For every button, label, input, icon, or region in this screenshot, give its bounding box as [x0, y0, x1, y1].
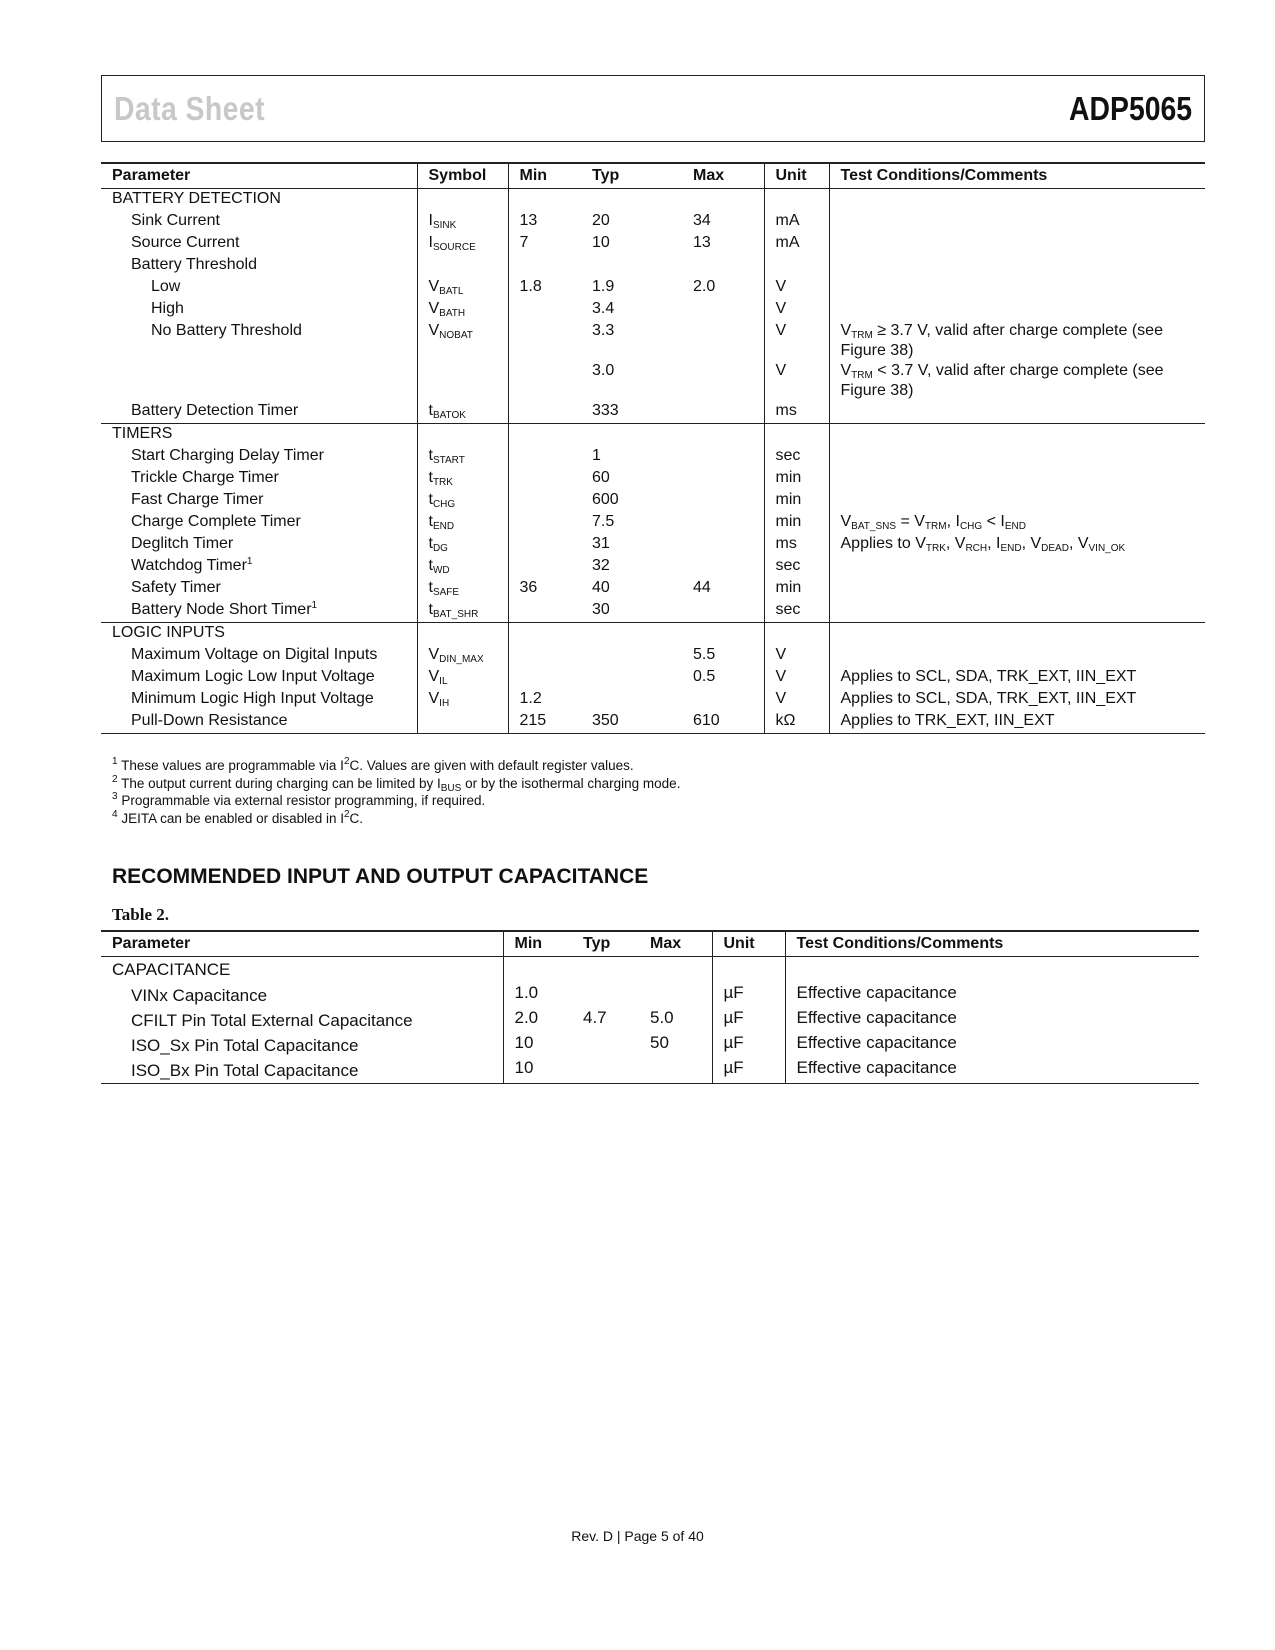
col-header-unit: Unit [712, 931, 785, 957]
table-row: Maximum Voltage on Digital Inputs $V_{DIN\_MAX}$ 5.5 V [101, 645, 1205, 667]
col-header-max: Max [639, 931, 712, 957]
section-row [101, 623, 1205, 646]
table-row: 3.0 V $V_{TRM} < 3.7$ V, valid after charge complete (see Figure 38) [101, 361, 1205, 401]
table-row: Battery Threshold [101, 255, 1205, 277]
col-header-min: Min [503, 931, 572, 957]
section-row [101, 424, 1205, 447]
col-header-min: Min [508, 163, 581, 189]
section-row [101, 957, 1199, 984]
header-doc-type: Data Sheet [114, 90, 265, 127]
section-row [101, 189, 1205, 212]
table-row: Battery Node Short Timer$^1$ $t_{BAT\_SHR}$ 30 sec [101, 600, 1205, 623]
table-row: Sink Current $I_{SINK}$ 13 20 34 mA [101, 211, 1205, 233]
footnote-2: $^2$ The output current during charging can be limited by $I_{BUS}$ or by the isothermal charging mode. [112, 773, 681, 794]
table-row: Safety Timer $t_{SAFE}$ 36 40 44 min [101, 578, 1205, 600]
col-header-typ: Typ [581, 163, 682, 189]
footnote-4: $^4$ JEITA can be enabled or disabled in $I^2C$. [112, 808, 364, 826]
section-label: LOGIC INPUTS [112, 624, 225, 641]
header-part-number: ADP5065 [1068, 90, 1192, 127]
table-row: Minimum Logic High Input Voltage $V_{IH}$ 1.2 V Applies to SCL, SDA, TRK_EXT, IIN_EXT [101, 689, 1205, 711]
col-header-conditions: Test Conditions/Comments [829, 163, 1205, 189]
col-header-symbol: Symbol [417, 163, 508, 189]
table-row: ISO_Sx Pin Total Capacitance 10 50 µF Effective capacitance [101, 1033, 1199, 1058]
capacitance-table [101, 930, 1199, 1084]
table-row: Source Current $I_{SOURCE}$ 7 10 13 mA [101, 233, 1205, 255]
condition-text: $V_{TRM} \ge 3.7$ V, valid after charge complete (see Figure 38) [829, 321, 1205, 361]
footnote-1: $^1$ These values are programmable via $I^2C$. Values are given with default register values. [112, 756, 634, 773]
table-row: Battery Detection Timer $t_{BATOK}$ 333 ms [101, 401, 1205, 424]
col-header-parameter: Parameter [101, 163, 417, 189]
table-row: CFILT Pin Total External Capacitance 2.0 4.7 5.0 µF Effective capacitance [101, 1008, 1199, 1033]
col-header-unit: Unit [764, 163, 829, 189]
condition-text: $V_{BAT\_SNS} = V_{TRM}$, $I_{CHG} < I_{END}$ [829, 512, 1205, 534]
footnotes [112, 757, 680, 827]
table-row: ISO_Bx Pin Total Capacitance 10 µF Effective capacitance [101, 1058, 1199, 1084]
footnote-3: $^3$ Programmable via external resistor programming, if required. [112, 791, 486, 808]
table-row: Pull-Down Resistance 215 350 610 kΩ Applies to TRK_EXT, IIN_EXT [101, 711, 1205, 734]
table-row: Start Charging Delay Timer $t_{START}$ 1 sec [101, 446, 1205, 468]
table-row: No Battery Threshold $V_{NOBAT}$ 3.3 V $V_{TRM} \ge 3.7$ V, valid after charge complete (see Figure 38) [101, 321, 1205, 361]
table-header-row [101, 931, 1199, 957]
table-row: Charge Complete Timer $t_{END}$ 7.5 min $V_{BAT\_SNS} = V_{TRM}$, $I_{CHG} < I_{END}$ [101, 512, 1205, 534]
section-label: TIMERS [112, 425, 173, 442]
table-header-row [101, 163, 1205, 189]
col-header-conditions: Test Conditions/Comments [785, 931, 1199, 957]
table-row: High $V_{BATH}$ 3.4 V [101, 299, 1205, 321]
page-header [101, 75, 1205, 142]
table-row: Deglitch Timer $t_{DG}$ 31 ms Applies to $V_{TRK}$, $V_{RCH}$, $I_{END}$, $V_{DEAD}$, $V_{VIN\_OK}$ [101, 534, 1205, 556]
col-header-typ: Typ [572, 931, 639, 957]
table-row: VINx Capacitance 1.0 µF Effective capacitance [101, 983, 1199, 1008]
table-caption: Table 2. [112, 905, 170, 924]
section-label: CAPACITANCE [112, 960, 231, 979]
section-heading: RECOMMENDED INPUT AND OUTPUT CAPACITANCE [112, 865, 649, 888]
col-header-parameter: Parameter [101, 931, 503, 957]
table-row: Trickle Charge Timer $t_{TRK}$ 60 min [101, 468, 1205, 490]
table-row: Watchdog Timer$^1$ $t_{WD}$ 32 sec [101, 556, 1205, 578]
table-row: Fast Charge Timer $t_{CHG}$ 600 min [101, 490, 1205, 512]
section-label: BATTERY DETECTION [112, 190, 281, 207]
page-footer: Rev. D | Page 5 of 40 [571, 1528, 704, 1544]
condition-text: Applies to $V_{TRK}$, $V_{RCH}$, $I_{END}$, $V_{DEAD}$, $V_{VIN\_OK}$ [829, 534, 1205, 556]
col-header-max: Max [682, 163, 764, 189]
condition-text: $V_{TRM} < 3.7$ V, valid after charge complete (see Figure 38) [829, 361, 1205, 401]
table-row: Low $V_{BATL}$ 1.8 1.9 2.0 V [101, 277, 1205, 299]
spec-table [101, 162, 1205, 734]
table-row: Maximum Logic Low Input Voltage $V_{IL}$ 0.5 V Applies to SCL, SDA, TRK_EXT, IIN_EXT [101, 667, 1205, 689]
